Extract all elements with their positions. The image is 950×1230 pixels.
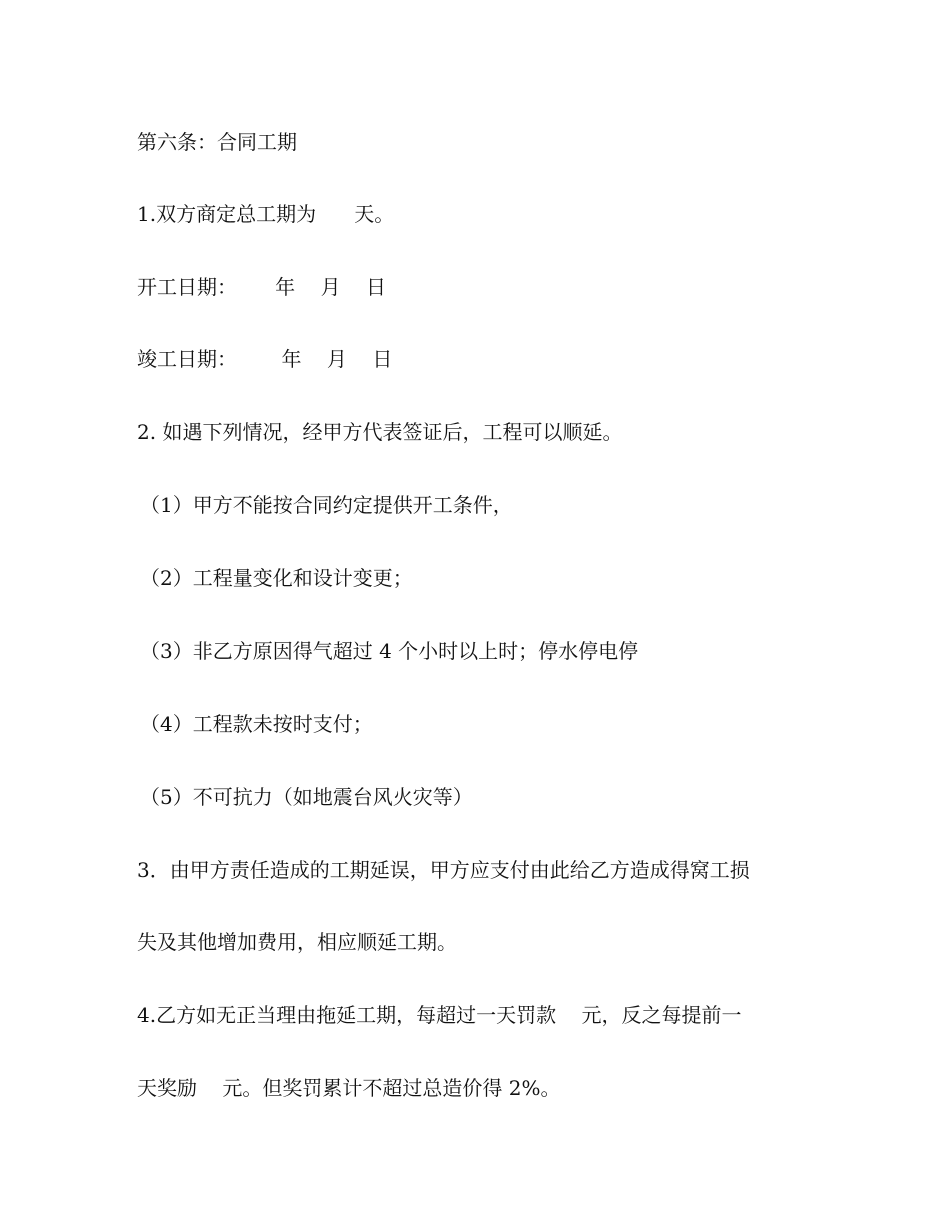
list-item: （5）不可抗力（如地震台风火灾等） <box>140 785 473 809</box>
clause-penalty-reward-cont: 天奖励 元。但奖罚累计不超过总造价得 2%。 <box>137 1076 561 1100</box>
list-item: （4）工程款未按时支付； <box>140 712 373 736</box>
start-date-line: 开工日期： 年 月 日 <box>137 275 387 299</box>
list-item: （2）工程量变化和设计变更； <box>140 566 413 590</box>
clause-delay-liability: 3．由甲方责任造成的工期延误，甲方应支付由此给乙方造成得窝工损 <box>137 858 750 882</box>
clause-total-duration: 1.双方商定总工期为 天。 <box>137 202 395 226</box>
list-item: （3）非乙方原因得气超过 4 个小时以上时；停水停电停 <box>140 639 639 663</box>
article-heading: 第六条：合同工期 <box>137 130 297 154</box>
clause-delay-liability-cont: 失及其他增加费用，相应顺延工期。 <box>137 930 457 954</box>
list-item: （1）甲方不能按合同约定提供开工条件， <box>140 493 513 517</box>
clause-extension: 2. 如遇下列情况，经甲方代表签证后，工程可以顺延。 <box>137 420 623 444</box>
completion-date-line: 竣工日期： 年 月 日 <box>137 347 393 371</box>
clause-penalty-reward: 4.乙方如无正当理由拖延工期，每超过一天罚款 元，反之每提前一 <box>137 1003 742 1027</box>
